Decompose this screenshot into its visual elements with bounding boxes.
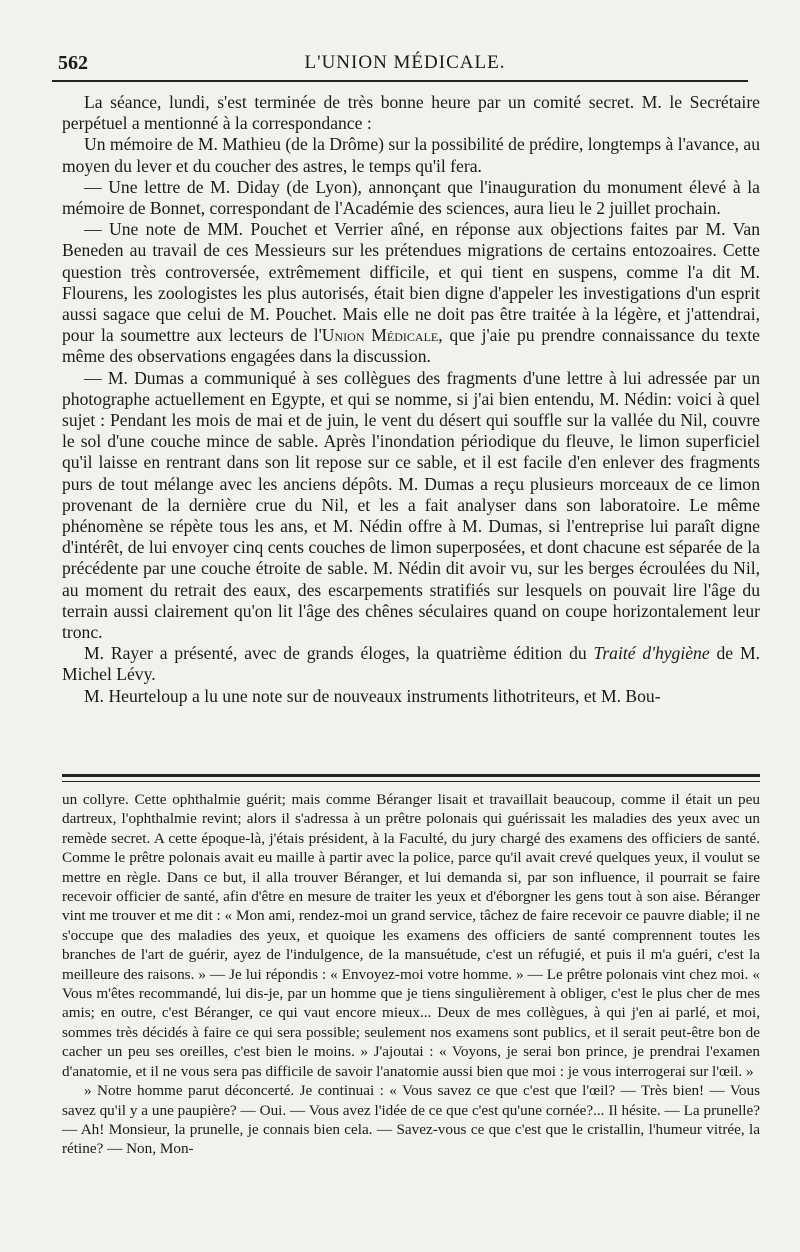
footnote-paragraph-2: » Notre homme parut déconcerté. Je continuai : « Vous savez ce que c'est que l'œil? — Très bien! — Vous savez qu'il y a une paupière? — Oui. — Vous avez l'idée de ce que c'est qu'une cornée?... Il hésite. — La prunelle? — Ah! Monsieur, la prunelle, je connais bien cela. — Savez-vous ce que c'est que le cristallin, l'humeur vitrée, la rétine? — Non, Mon- — [62, 1082, 760, 1158]
paragraph-rayer-part1: M. Rayer a présenté, avec de grands éloges, la quatrième édition du — [84, 643, 594, 664]
paragraph-comite-secret: La séance, lundi, s'est terminée de très bonne heure par un comité secret. M. le Secrétaire perpétuel a mentionné à la correspondance : — [62, 92, 760, 134]
paragraph-dumas-nedin: — M. Dumas a communiqué à ses collègues des fragments d'une lettre à lui adressée par un photographe actuellement en Egypte, et qui se nomme, si j'ai bien entendu, M. Nédin: voici à quel sujet : Pendant les mois de mai et de juin, le vent du désert qui souffle sur la vallée du Nil, couvre le sol d'une couche mince de sable. Après l'inondation périodique du fleuve, le limon superficiel qu'il laisse en rentrant dans son lit repose sur ce sable, et il est facile d'en enlever des fragments purs de tout mélange avec les anciens dépôts. M. Dumas a reçu plusieurs morceaux de ce limon provenant de la dernière crue du Nil, et les a fait analyser dans son laboratoire. Le même phénomène se répète tous les ans, et M. Nédin offre à M. Dumas, si l'entreprise lui paraît digne d'intérêt, de lui envoyer cinq cents couches de limon superposées, et dont chacune est séparée de la précédente par une couche étroite de sable. M. Nédin dit avoir vu, sur les berges écroulées du Nil, au moment du retrait des eaux, des escarpements stratifiés sur lesquels on pouvait lire l'âge du terrain aussi clairement qu'on lit l'âge des chênes séculaires quand on coupe horizontalement leur tronc. — [62, 367, 760, 643]
footnote-separator — [62, 774, 760, 782]
paragraph-lettre-diday: — Une lettre de M. Diday (de Lyon), annonçant que l'inauguration du monument élevé à la mémoire de Bonnet, correspondant de l'Académie des sciences, aura lieu le 2 juillet prochain. — [62, 176, 760, 219]
paragraph-rayer — [62, 643, 760, 685]
footnote-paragraph-1: un collyre. Cette ophthalmie guérit; mais comme Béranger lisait et travaillait beaucoup, comme il était un peu dartreux, l'ophthalmie revint; alors il s'adressa à un prêtre polonais qui guérissait les maladies des yeux avec un remède secret. A cette époque-là, j'étais président, à la Faculté, du jury chargé des examens des officiers de santé. Comme le prêtre polonais avait eu maille à partir avec la police, parce qu'il avait crevé quelques yeux, il voulut se mettre en règle. Dans ce but, il alla trouver Béranger, et lui demanda si, par son influence, il pourrait se faire recevoir officier de santé, afin d'être en mesure de traiter les yeux et d'éborgner les gens tout à son aise. Béranger vint me trouver et me dit : « Mon ami, rendez-moi un grand service, tâchez de faire recevoir ce pauvre diable; il ne s'occupe que des maladies des yeux, et quoique les examens des officiers de santé comprennent toutes les branches de l'art de guérir, ayez de l'indulgence, de la mansuétude, c'est un réfugié, et puis il m'a guéri, c'est la meilleure des raisons. » — Je lui répondis : « Envoyez-moi votre homme. » — Le prêtre polonais vint chez moi. « Vous m'êtes recommandé, lui dis-je, par un homme que je tiens singulièrement à obliger, c'est le plus cher de mes amis; en outre, c'est Béranger, ce qui vaut encore mieux... Deux de mes collègues, à qui j'en ai parlé, et moi, sommes très décidés à faire ce qui sera possible; seulement nos examens sont publics, et il serait peut-être bon de cacher un peu ses oreilles, c'est bien le moins. » J'ajoutai : « Voyons, je serai bon prince, je prendrai l'examen d'anatomie, et il ne vous sera pas difficile de savoir l'anatomie aussi bien que moi : je vous interrogerai sur l'œil. » — [62, 791, 760, 1080]
footnote-block — [62, 790, 760, 1159]
journal-title: L'UNION MÉDICALE. — [304, 52, 506, 73]
paragraph-note-pouchet-part1: — Une note de MM. Pouchet et Verrier aîné, en réponse aux objections faites par M. Van Beneden au travail de ces Messieurs sur les prétendues migrations de certains entozoaires. Cette question très controversée, extrêmement difficile, et qui tient en suspens, comme l'a dit M. Flourens, les zoologistes les plus autorisés, était bien digne d'appeler les investigations d'un esprit aussi sagace que celui de M. Pouchet. Mais elle ne doit pas être traitée à la légère, et j'attendrai, pour la soumettre aux lecteurs de l' — [62, 219, 760, 346]
page-number: 562 — [58, 52, 88, 74]
paragraph-memoire-mathieu: Un mémoire de M. Mathieu (de la Drôme) sur la possibilité de prédire, longtemps à l'avance, au moyen du lever et du coucher des astres, le temps qu'il fera. — [62, 134, 760, 176]
paragraph-note-pouchet-part2: , que j'aie pu prendre connaissance du texte même des observations engagées dans la discussion. — [62, 325, 760, 367]
paragraph-note-pouchet — [62, 219, 760, 367]
paragraph-heurteloup: M. Heurteloup a lu une note sur de nouveaux instruments lithotriteurs, et M. Bou- — [84, 685, 661, 706]
book-title-italic: Traité d'hygiène — [593, 643, 710, 664]
header-rule — [52, 80, 748, 82]
paragraph-rayer-part2: de M. Michel Lévy. — [62, 643, 760, 685]
main-body — [62, 92, 760, 707]
journal-name-smallcaps: Union Médicale — [321, 325, 439, 346]
page-header — [58, 48, 752, 78]
